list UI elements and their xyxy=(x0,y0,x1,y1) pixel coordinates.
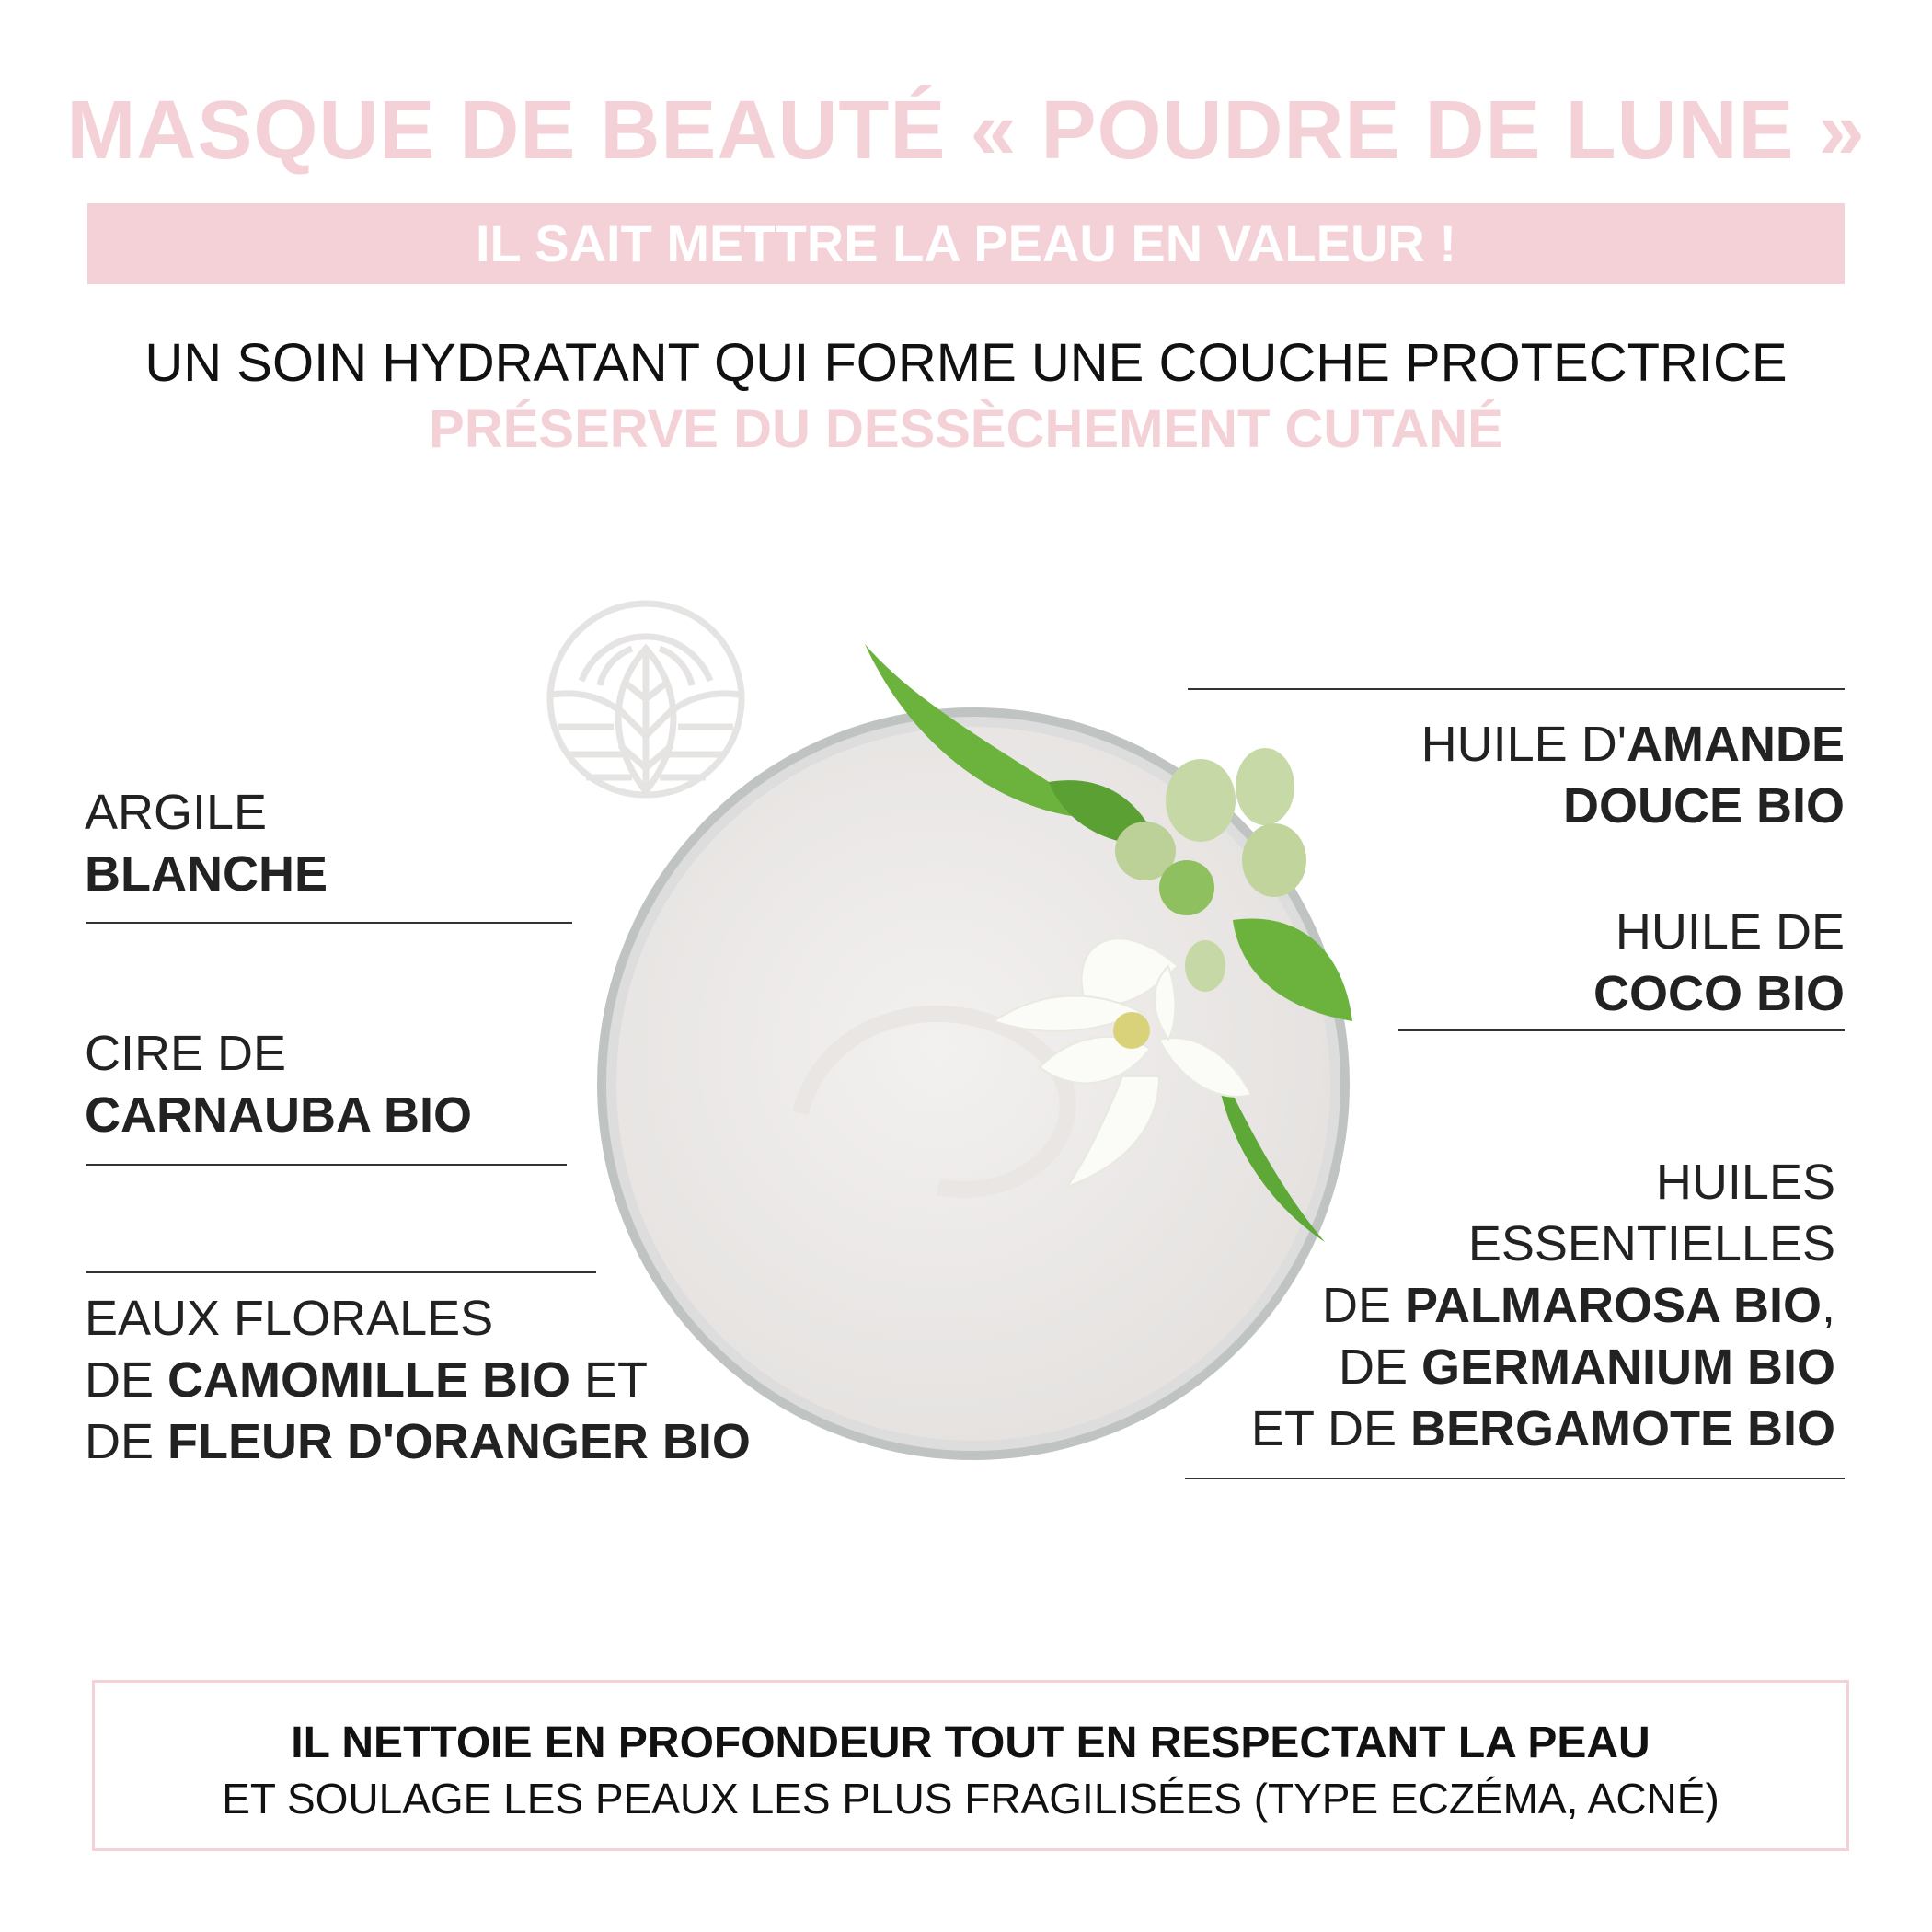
divider xyxy=(86,1271,596,1273)
ingredient-name: DOUCE BIO xyxy=(1562,778,1845,834)
ingredient-line: EAUX FLORALES xyxy=(85,1291,494,1346)
ingredient-name: BLANCHE xyxy=(85,846,328,902)
ingredient-line: ET DE xyxy=(1250,1401,1410,1456)
ingredient-huiles-essentielles xyxy=(1251,1152,1835,1460)
benefit-headline: IL NETTOIE EN PROFONDEUR TOUT EN RESPECTANT LA PEAU xyxy=(291,1719,1650,1767)
ingredient-line: , xyxy=(1821,1278,1835,1333)
ingredient-line: ARGILE xyxy=(85,785,268,840)
ingredient-line: DE xyxy=(85,1414,168,1469)
ingredient-line: ET xyxy=(570,1352,649,1408)
ingredient-name: GERMANIUM BIO xyxy=(1421,1340,1835,1395)
divider xyxy=(1398,1029,1845,1031)
ingredient-line: CIRE DE xyxy=(85,1026,287,1081)
ingredient-line: HUILE D' xyxy=(1420,717,1627,772)
benefit-detail: ET SOULAGE LES PEAUX LES PLUS FRAGILISÉES (TYPE ECZÉMA, ACNÉ) xyxy=(222,1775,1719,1823)
subtitle: UN SOIN HYDRATANT QUI FORME UNE COUCHE PROTECTRICE xyxy=(144,333,1788,393)
ingredient-line: HUILE DE xyxy=(1615,904,1845,960)
divider xyxy=(86,922,572,924)
ingredient-eaux-florales xyxy=(85,1288,751,1473)
ingredient-line: ESSENTIELLES xyxy=(1467,1216,1835,1271)
ingredient-carnauba xyxy=(85,1023,472,1146)
divider xyxy=(86,1164,567,1166)
highlight-text: PRÉSERVE DU DESSÈCHEMENT CUTANÉ xyxy=(429,399,1503,459)
ingredient-coco xyxy=(1593,902,1845,1025)
tagline-banner: IL SAIT METTRE LA PEAU EN VALEUR ! xyxy=(87,203,1845,284)
divider xyxy=(1188,688,1845,690)
ingredient-name: PALMAROSA BIO xyxy=(1404,1278,1822,1333)
ingredient-line: DE xyxy=(1338,1340,1422,1395)
ingredient-name: CAMOMILLE BIO xyxy=(167,1352,570,1408)
product-title: MASQUE DE BEAUTÉ « POUDRE DE LUNE » xyxy=(66,85,1866,177)
ingredient-line: HUILES xyxy=(1655,1155,1835,1210)
ingredient-name: CARNAUBA BIO xyxy=(85,1087,472,1143)
benefit-box xyxy=(92,1680,1849,1851)
ingredient-name: AMANDE xyxy=(1627,717,1845,772)
ingredient-name: BERGAMOTE BIO xyxy=(1409,1401,1835,1456)
ingredient-name: COCO BIO xyxy=(1593,966,1845,1021)
ingredient-amande xyxy=(1421,714,1845,837)
ingredient-line: DE xyxy=(85,1352,168,1408)
ingredient-argile xyxy=(85,782,328,905)
ingredient-name: FLEUR D'ORANGER BIO xyxy=(167,1414,751,1469)
divider xyxy=(1185,1478,1845,1479)
ingredient-line: DE xyxy=(1321,1278,1405,1333)
